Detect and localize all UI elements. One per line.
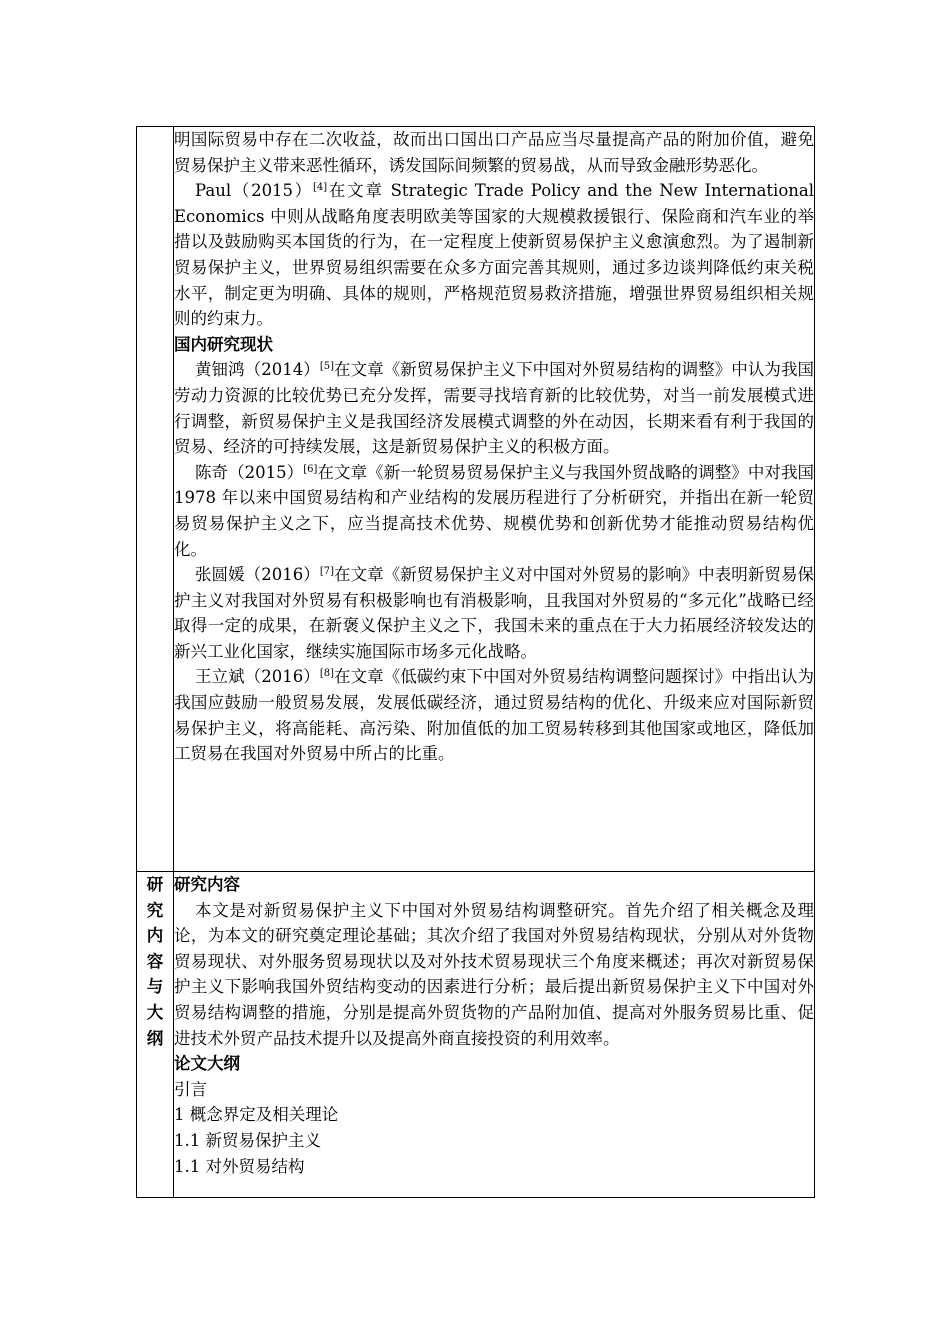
heading-outline: 论文大纲 bbox=[174, 1054, 240, 1074]
wang-text: 在文章《低碳约束下中国对外贸易结构调整问题探讨》中指出认为我国应鼓励一般贸易发展，发展低碳经济，通过贸易结构的优化、升级来应对国际新贸易保护主义，将高能耗、高污染、附加值低的加工贸易转移到其他国家或地区，降低加工贸易在我国对外贸易中所占的比重。 bbox=[174, 667, 814, 764]
outline-item: 1.1 新贸易保护主义 bbox=[174, 1130, 321, 1150]
row-label-char: 容 bbox=[146, 951, 164, 971]
row-label-char: 与 bbox=[146, 977, 164, 997]
paragraph-continuation: 明国际贸易中存在二次收益，故而出口国出口产品应当尽量提高产品的附加价值，避免贸易保护主义带来恶性循环，诱发国际间频繁的贸易战，从而导致金融形势恶化。 bbox=[174, 130, 814, 175]
citation-ref: [4] bbox=[313, 182, 328, 194]
heading-research-content: 研究内容 bbox=[174, 875, 240, 894]
heading-domestic-research: 国内研究现状 bbox=[174, 334, 273, 354]
literature-row bbox=[137, 127, 815, 872]
zhang-author: 张圆媛（2016） bbox=[195, 565, 320, 585]
row-label-cell-empty bbox=[137, 127, 174, 872]
chen-author: 陈奇（2015） bbox=[195, 462, 304, 482]
literature-cell bbox=[174, 127, 815, 872]
huang-author: 黄钿鸿（2014） bbox=[195, 360, 320, 380]
paragraph-paul bbox=[174, 178, 814, 332]
row-label-cell bbox=[137, 872, 174, 1198]
content-outline-cell bbox=[174, 872, 815, 1198]
huang-text: 在文章《新贸易保护主义下中国对外贸易结构的调整》中认为我国劳动力资源的比较优势已充分发挥，需要寻找培育新的比较优势，对当一前发展模式进行调整，新贸易保护主义是我国经济发展模式调整的外在动因，长期来看有利于我国的贸易、经济的可持续发展，这是新贸易保护主义的积极方面。 bbox=[174, 360, 814, 457]
proposal-table bbox=[136, 126, 815, 1198]
content-outline-row bbox=[137, 872, 815, 1198]
paul-text: 在文章 Strategic Trade Policy and the New International Economics 中则从战略角度表明欧美等国家的大规模救援银行、保险商和汽车业的举措以及鼓励购买本国货的行为，在一定程度上使新贸易保护主义愈演愈烈。为了遏制新贸易保护主义，世界贸易组织需要在众多方面完善其规则，通过多边谈判降低约束关税水平，制定更为明确、具体的规则，严格规范贸易救济措施，增强世界贸易组织相关规则的约束力。 bbox=[174, 181, 814, 329]
citation-ref: [5] bbox=[319, 361, 334, 373]
chen-text: 在文章《新一轮贸易贸易保护主义与我国外贸战略的调整》中对我国 1978 年以来中国贸易结构和产业结构的发展历程进行了分析研究，并指出在新一轮贸易贸易保护主义之下，应当提高技术优势、规模优势和创新优势才能推动贸易结构优化。 bbox=[174, 462, 815, 559]
paul-author: Paul（2015） bbox=[195, 181, 314, 201]
row-label-char: 内 bbox=[146, 926, 164, 946]
paragraph-wang bbox=[174, 664, 814, 766]
citation-ref: [6] bbox=[303, 463, 318, 475]
paragraph-research-content: 本文是对新贸易保护主义下中国对外贸易结构调整研究。首先介绍了相关概念及理论，为本文的研究奠定理论基础；其次介绍了我国对外贸易结构现状，分别从对外货物贸易现状、对外服务贸易现状以及对外技术贸易现状三个角度来概述；再次对新贸易保护主义下影响我国外贸结构变动的因素进行分析；最后提出新贸易保护主义下中国对外贸易结构调整的措施，分别是提高外贸货物的产品附加值、提高对外服务贸易比重、促进技术外贸产品技术提升以及提高外商直接投资的利用效率。 bbox=[174, 900, 814, 1048]
paragraph-chen bbox=[174, 460, 814, 562]
wang-author: 王立斌（2016） bbox=[195, 667, 320, 687]
paragraph-huang bbox=[174, 357, 814, 459]
paragraph-zhang bbox=[174, 562, 814, 664]
row-label-char: 大 bbox=[146, 1002, 164, 1022]
row-label-char: 究 bbox=[146, 900, 164, 920]
outline-item: 1 概念界定及相关理论 bbox=[174, 1105, 339, 1125]
row-label-char: 研 bbox=[146, 875, 164, 894]
row-label-char: 纲 bbox=[146, 1028, 164, 1048]
outline-item: 1.1 对外贸易结构 bbox=[174, 1156, 305, 1176]
citation-ref: [8] bbox=[319, 668, 334, 680]
zhang-text: 在文章《新贸易保护主义对中国对外贸易的影响》中表明新贸易保护主义对我国对外贸易有积极影响也有消极影响，且我国对外贸易的“多元化”战略已经取得一定的成果，在新褒义保护主义之下，我国未来的重点在于大力拓展经济较发达的新兴工业化国家，继续实施国际市场多元化战略。 bbox=[174, 565, 814, 661]
outline-item: 引言 bbox=[174, 1079, 207, 1099]
citation-ref: [7] bbox=[319, 566, 334, 578]
